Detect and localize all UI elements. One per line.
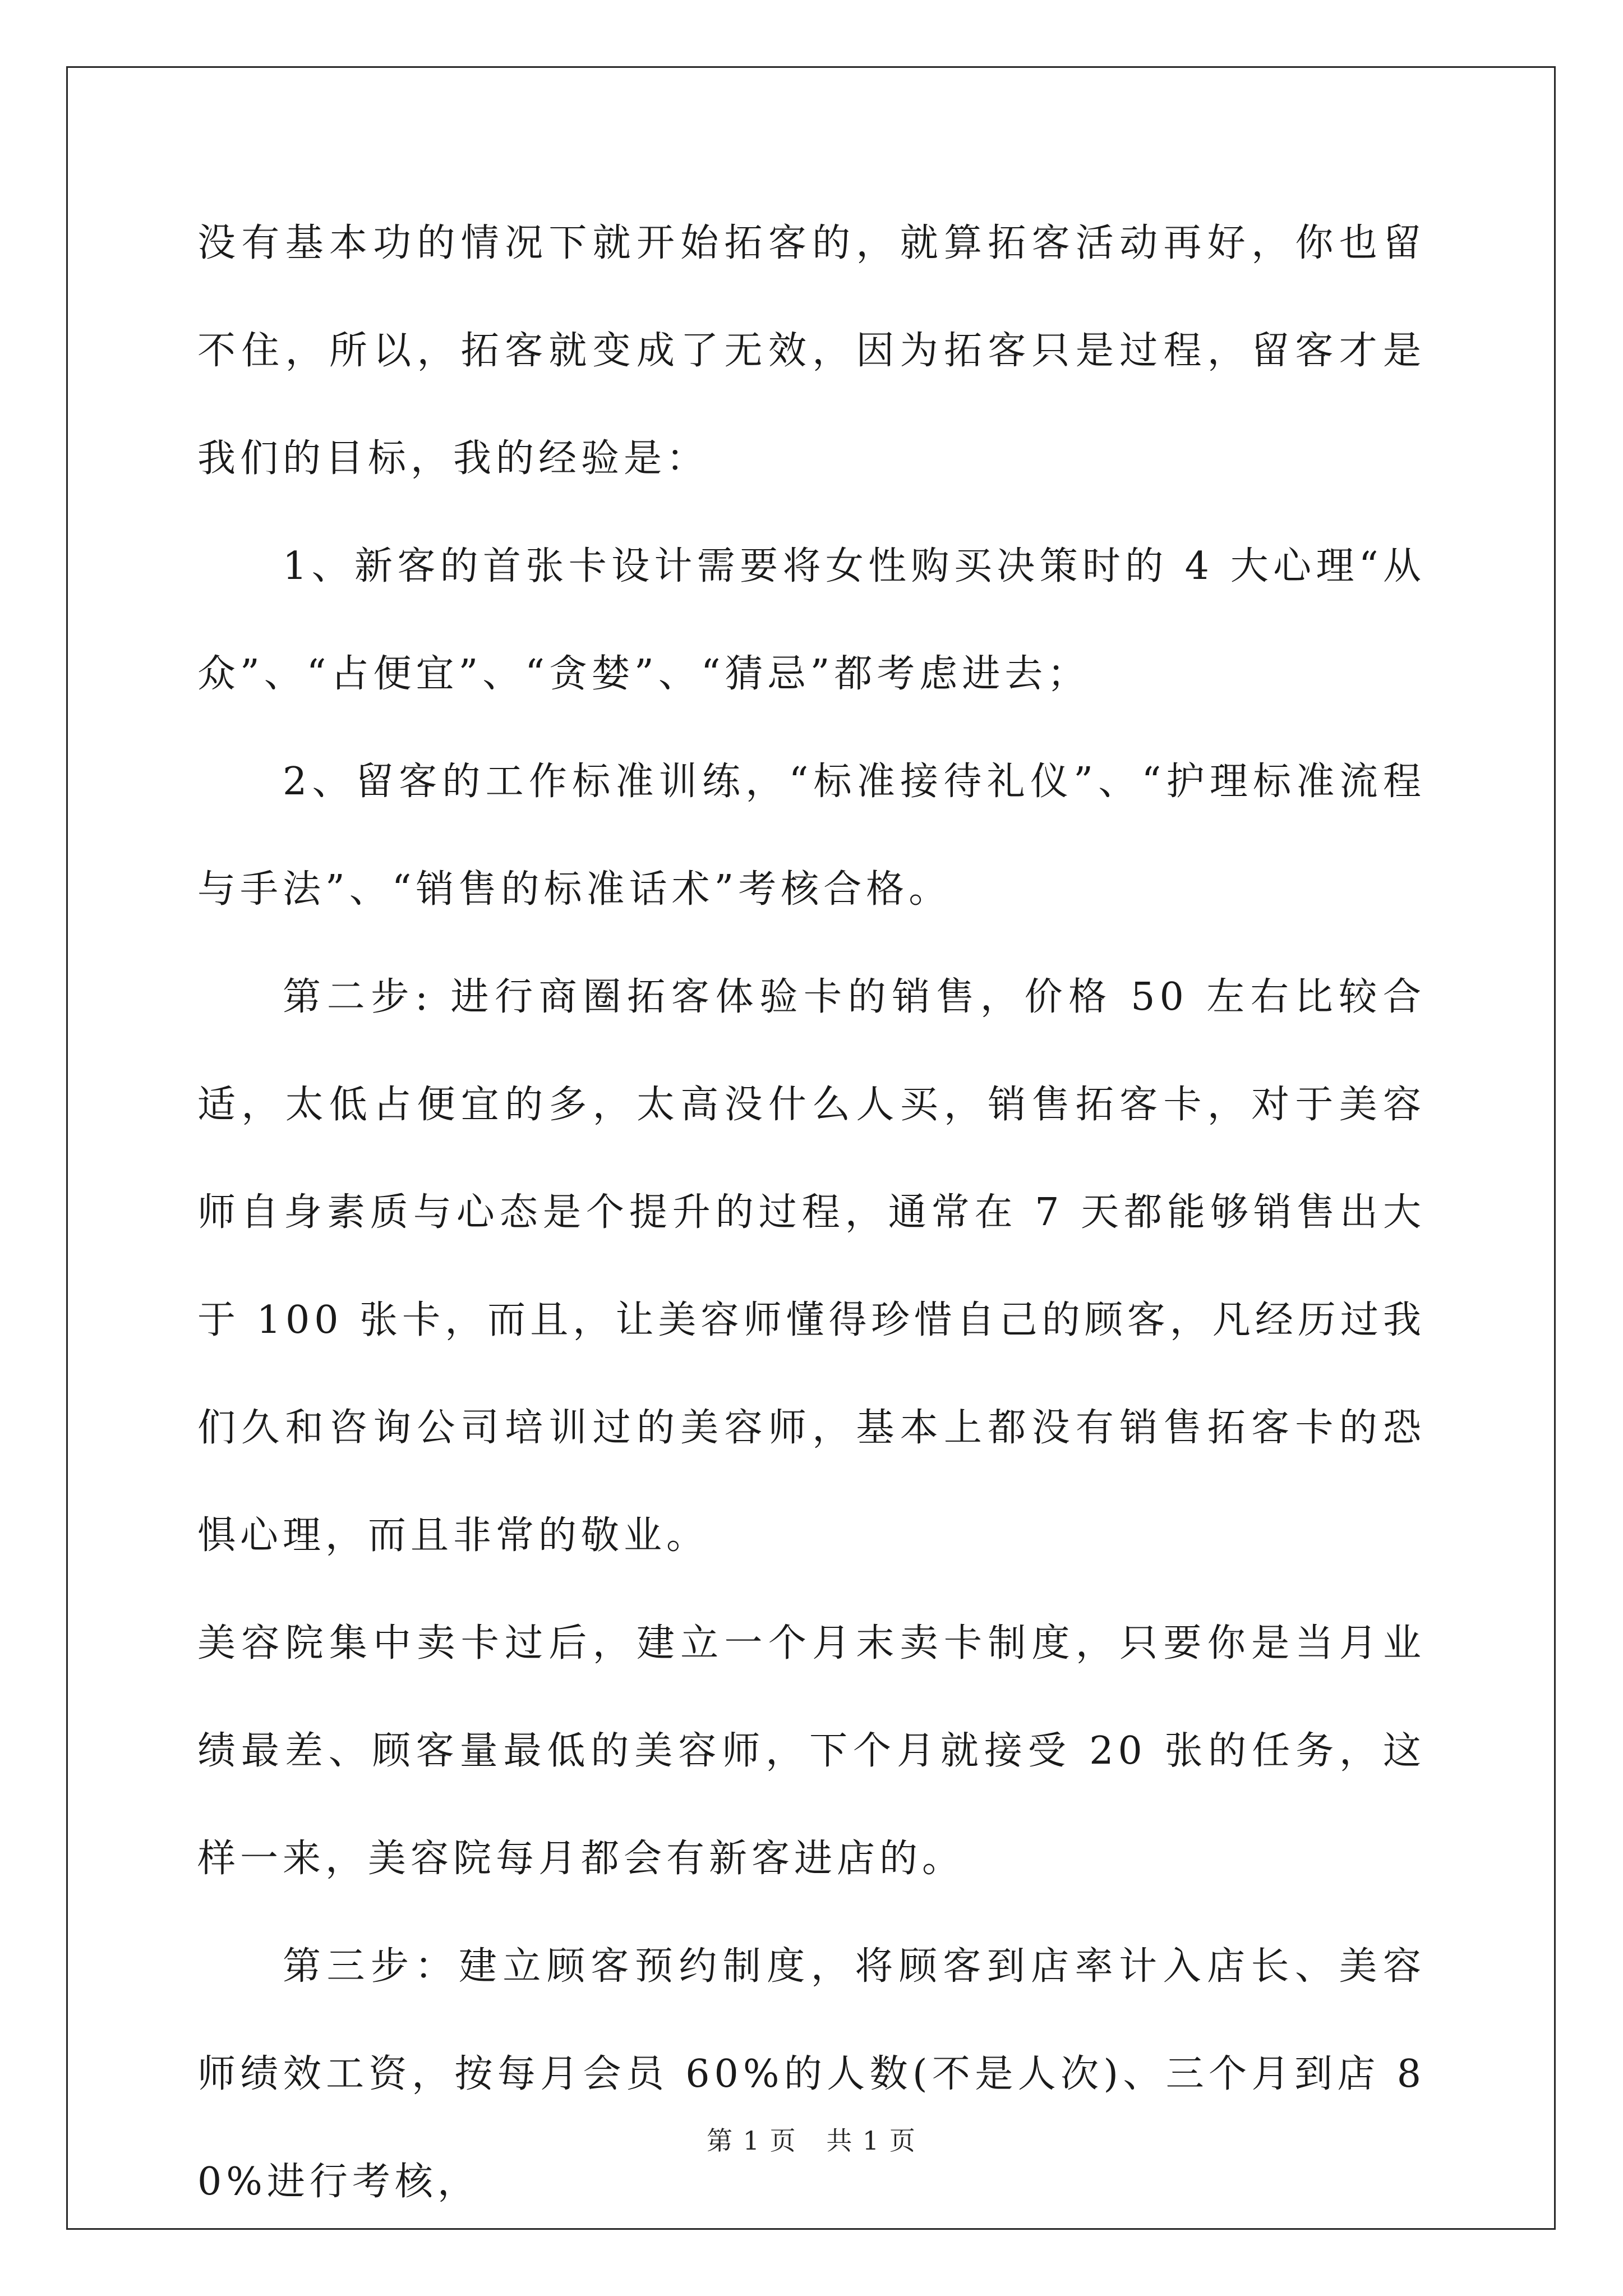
page-footer: [0, 2120, 1623, 2157]
paragraph: 美容院集中卖卡过后，建立一个月末卖卡制度，只要你是当月业绩最差、顾客量最低的美容师，下个月就接受 20 张的任务，这样一来，美容院每月都会有新客进店的。: [197, 1621, 1426, 1881]
paragraph: 没有基本功的情况下就开始拓客的，就算拓客活动再好，你也留不住，所以，拓客就变成了无效，因为拓客只是过程，留客才是我们的目标，我的经验是：: [197, 221, 1426, 481]
paragraph: 第二步: 进行商圈拓客体验卡的销售，价格 50 左右比较合适，太低占便宜的多，太高没什么人买，销售拓客卡，对于美容师自身素质与心态是个提升的过程，通常在 7 天都能够销售出大于 100 张卡，而且，让美容师懂得珍惜自己的顾客，凡经历过我们久和咨询公司培训过的美容师，基本上都没有销售拓客卡的恐惧心理，而且非常的敬业。: [197, 975, 1426, 1558]
paragraph: 第三步：建立顾客预约制度，将顾客到店率计入店长、美容师绩效工资，按每月会员 60%的人数(不是人次)、三个月到店 80%进行考核，: [197, 1944, 1426, 2204]
paragraph: 1、新客的首张卡设计需要将女性购买决策时的 4 大心理“从众”、“占便宜”、“贪婪”、“猜忌”都考虑进去；: [197, 544, 1426, 696]
document-body: [197, 190, 1426, 2236]
page-number: 第 1 页: [707, 2125, 797, 2156]
page-total: 共 1 页: [826, 2125, 916, 2156]
paragraph: 2、留客的工作标准训练，“标准接待礼仪”、“护理标准流程与手法”、“销售的标准话术”考核合格。: [197, 760, 1426, 912]
